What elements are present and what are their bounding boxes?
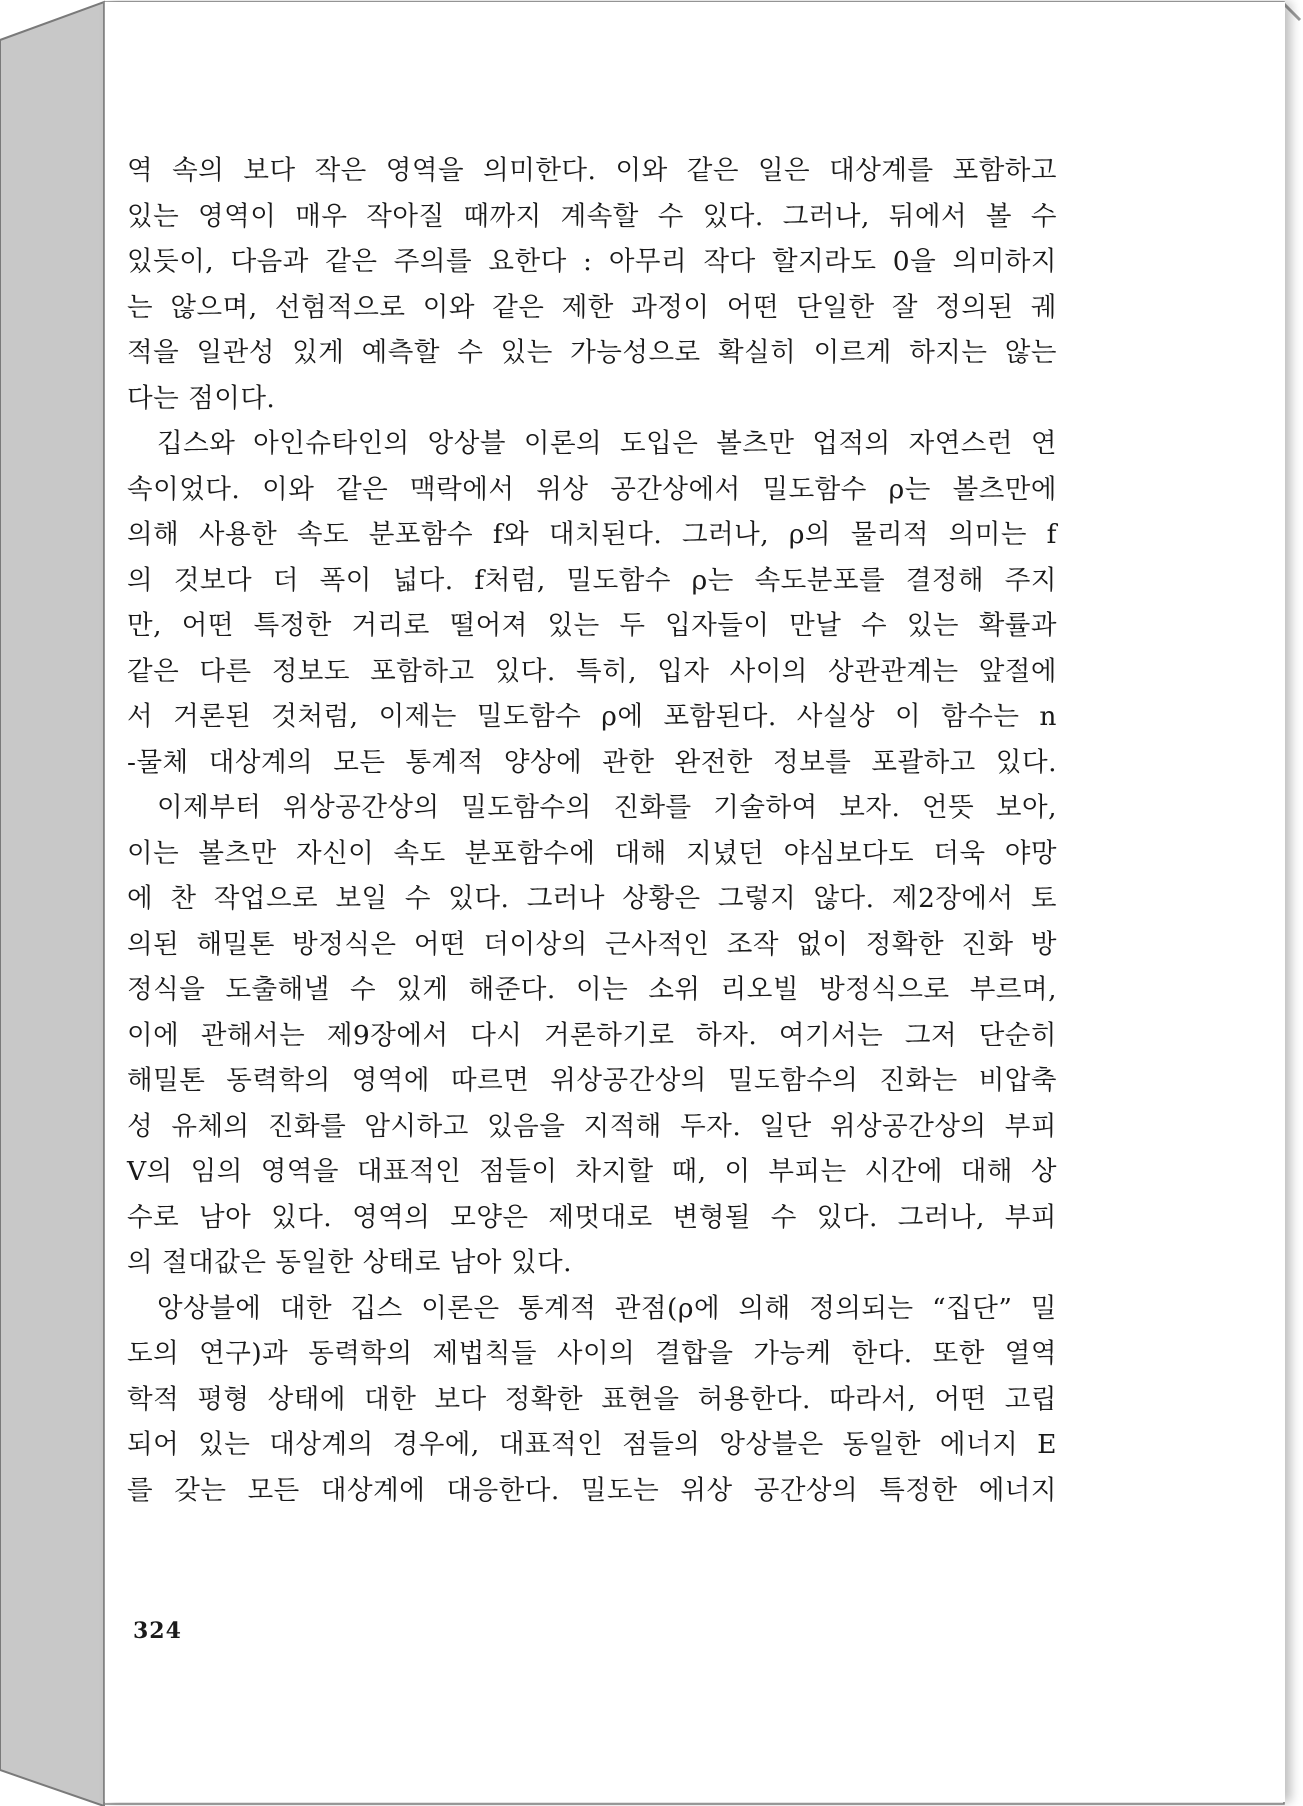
text-line: 를 갖는 모든 대상계에 대응한다. 밀도는 위상 공간상의 특정한 에너지 <box>127 1474 1057 1506</box>
text-line: 서 거론된 것처럼, 이제는 밀도함수 ρ에 포함된다. 사실상 이 함수는 n <box>127 701 1057 732</box>
text-line: 이제부터 위상공간상의 밀도함수의 진화를 기술하여 보자. 언뜻 보아, <box>157 792 1057 823</box>
text-line: 같은 다른 정보도 포함하고 있다. 특히, 입자 사이의 상관관계는 앞절에 <box>127 655 1057 687</box>
text-line: 정식을 도출해낼 수 있게 해준다. 이는 소위 리오빌 방정식으로 부르며, <box>127 974 1057 1005</box>
text-line: 있는 영역이 매우 작아질 때까지 계속할 수 있다. 그러나, 뒤에서 볼 수 <box>127 200 1057 232</box>
text-line: 만, 어떤 특정한 거리로 떨어져 있는 두 입자들이 만날 수 있는 확률과 <box>127 610 1057 641</box>
page-number: 324 <box>133 1618 182 1644</box>
text-line: 의된 해밀톤 방정식은 어떤 더이상의 근사적인 조작 없이 정확한 진화 방 <box>127 928 1057 960</box>
text-line: 수로 남아 있다. 영역의 모양은 제멋대로 변형될 수 있다. 그러나, 부피 <box>127 1201 1057 1233</box>
text-line: 학적 평형 상태에 대한 보다 정확한 표현을 허용한다. 따라서, 어떤 고립 <box>127 1383 1057 1415</box>
text-line: 되어 있는 대상계의 경우에, 대표적인 점들의 앙상블은 동일한 에너지 E <box>127 1429 1057 1460</box>
text-line: 의해 사용한 속도 분포함수 f와 대치된다. 그러나, ρ의 물리적 의미는 f <box>127 519 1057 550</box>
text-line: 해밀톤 동력학의 영역에 따르면 위상공간상의 밀도함수의 진화는 비압축 <box>127 1065 1057 1096</box>
text-line: -물체 대상계의 모든 통계적 양상에 관한 완전한 정보를 포괄하고 있다. <box>127 746 1057 778</box>
text-line: 에 찬 작업으로 보일 수 있다. 그러나 상황은 그렇지 않다. 제2장에서 토 <box>127 883 1057 914</box>
text-line: 있듯이, 다음과 같은 주의를 요한다 : 아무리 작다 할지라도 0을 의미하지 <box>127 246 1057 277</box>
text-line: 다는 점이다. <box>127 382 276 414</box>
text-line: 앙상블에 대한 깁스 이론은 통계적 관점(ρ에 의해 정의되는 “집단” 밀 <box>157 1292 1057 1324</box>
text-line: 이에 관해서는 제9장에서 다시 거론하기로 하자. 여기서는 그저 단순히 <box>127 1019 1057 1051</box>
text-line: 의 것보다 더 폭이 넓다. f처럼, 밀도함수 ρ는 속도분포를 결정해 주지 <box>127 564 1057 596</box>
text-line: V의 임의 영역을 대표적인 점들이 차지할 때, 이 부피는 시간에 대해 상 <box>127 1156 1057 1187</box>
body-text <box>127 148 1057 1513</box>
text-line: 성 유체의 진화를 암시하고 있음을 지적해 두자. 일단 위상공간상의 부피 <box>127 1110 1057 1142</box>
text-line: 는 않으며, 선험적으로 이와 같은 제한 과정이 어떤 단일한 잘 정의된 궤 <box>127 291 1057 323</box>
text-line: 적을 일관성 있게 예측할 수 있는 가능성으로 확실히 이르게 하지는 않는 <box>127 337 1057 368</box>
text-line: 의 절대값은 동일한 상태로 남아 있다. <box>127 1247 573 1278</box>
text-line: 도의 연구)과 동력학의 제법칙들 사이의 결합을 가능케 한다. 또한 열역 <box>127 1338 1057 1369</box>
text-line: 속이었다. 이와 같은 맥락에서 위상 공간상에서 밀도함수 ρ는 볼츠만에 <box>127 473 1057 505</box>
text-line: 역 속의 보다 작은 영역을 의미한다. 이와 같은 일은 대상계를 포함하고 <box>127 155 1057 186</box>
text-line: 이는 볼츠만 자신이 속도 분포함수에 대해 지녔던 야심보다도 더욱 야망 <box>127 837 1057 869</box>
text-line: 깁스와 아인슈타인의 앙상블 이론의 도입은 볼츠만 업적의 자연스런 연 <box>157 428 1057 459</box>
